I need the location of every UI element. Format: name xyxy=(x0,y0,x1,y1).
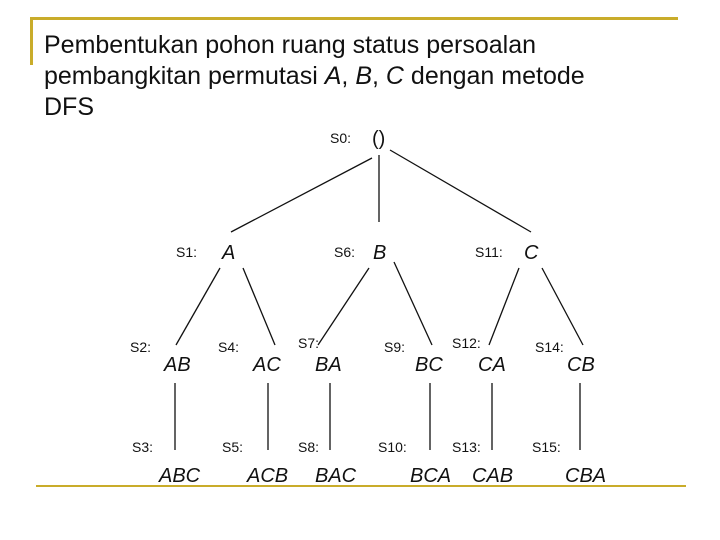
tree-edge-s6-s7 xyxy=(318,268,369,345)
node-label-s10: S10: xyxy=(378,439,407,455)
title-line-2-suffix: dengan metode xyxy=(403,62,585,90)
node-value-s2: AB xyxy=(164,354,191,376)
title-var-b: B xyxy=(355,62,372,90)
tree-edge-s11-s12 xyxy=(489,268,519,345)
node-value-s0: () xyxy=(372,128,386,150)
node-value-s13: CAB xyxy=(472,465,514,487)
node-value-s10: BCA xyxy=(410,465,452,487)
node-label-s6: S6: xyxy=(334,244,356,260)
node-value-s3: ABC xyxy=(159,465,201,487)
title-var-c: C xyxy=(385,62,404,90)
node-label-s14: S14: xyxy=(535,339,564,355)
node-value-s15: CBA xyxy=(565,465,607,487)
node-value-s5: ACB xyxy=(247,465,289,487)
title-line-2-prefix: pembangkitan permutasi xyxy=(44,62,325,90)
node-value-s7: BA xyxy=(315,354,342,376)
tree-edge-s6-s9 xyxy=(394,262,432,345)
node-label-s1: S1: xyxy=(176,244,198,260)
node-label-s4: S4: xyxy=(218,339,240,355)
node-value-s12: CA xyxy=(478,354,506,376)
node-label-s15: S15: xyxy=(532,439,561,455)
title-sep-1: , xyxy=(341,62,356,90)
node-label-s7: S7: xyxy=(298,335,320,351)
node-value-s8: BAC xyxy=(315,465,357,487)
node-value-s6: B xyxy=(373,242,387,264)
node-value-s11: C xyxy=(524,242,539,264)
node-label-s5: S5: xyxy=(222,439,244,455)
title-line-3: DFS xyxy=(44,93,94,121)
tree-edge-s0-s1 xyxy=(231,158,372,232)
node-label-s13: S13: xyxy=(452,439,481,455)
title-var-a: A xyxy=(324,62,342,90)
node-label-s0: S0: xyxy=(330,130,352,146)
tree-edge-s11-s14 xyxy=(542,268,583,345)
title-sep-2: , xyxy=(372,62,386,90)
node-label-s2: S2: xyxy=(130,339,152,355)
node-value-s4: AC xyxy=(253,354,281,376)
node-value-s9: BC xyxy=(415,354,443,376)
node-value-s1: A xyxy=(222,242,236,264)
node-label-s8: S8: xyxy=(298,439,320,455)
node-label-s3: S3: xyxy=(132,439,154,455)
node-label-s9: S9: xyxy=(384,339,406,355)
tree-edge-s1-s4 xyxy=(243,268,275,345)
title-line-1: Pembentukan pohon ruang status persoalan xyxy=(44,31,537,59)
node-label-s11: S11: xyxy=(475,244,503,260)
tree-edge-s1-s2 xyxy=(176,268,220,345)
node-value-s14: CB xyxy=(567,354,595,376)
node-label-s12: S12: xyxy=(452,335,481,351)
tree-edge-s0-s11 xyxy=(390,150,531,232)
